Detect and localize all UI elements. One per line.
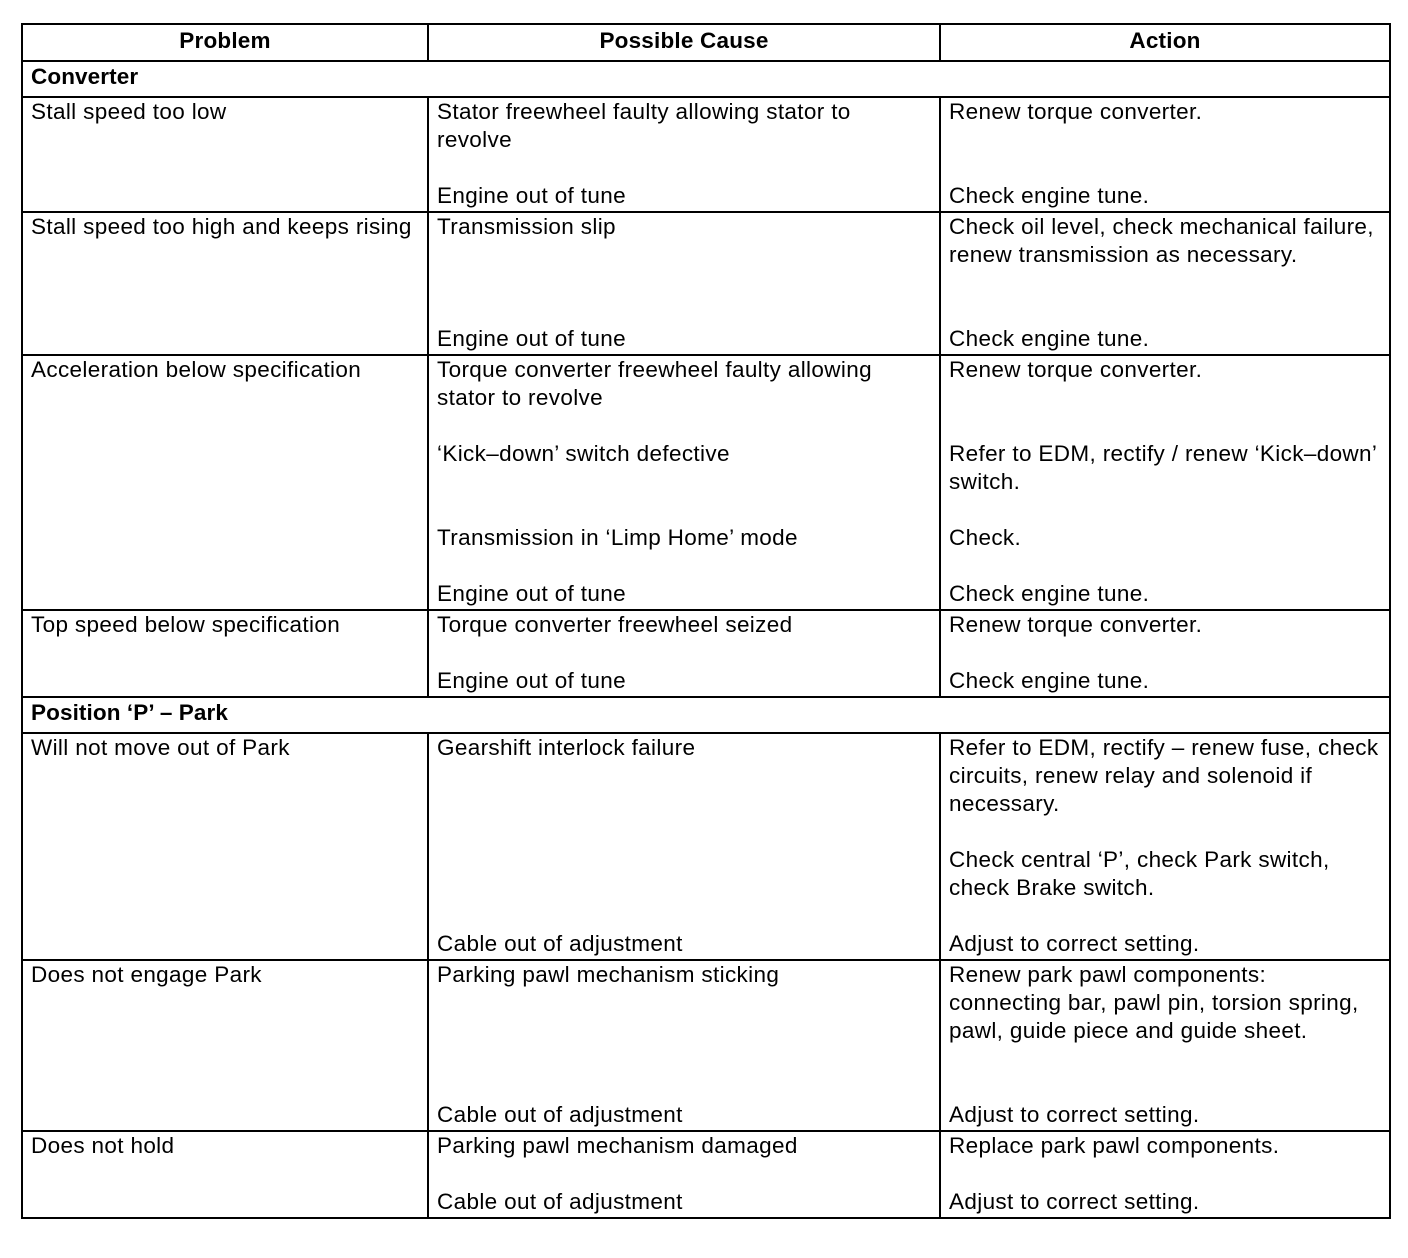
header-problem: Problem (22, 24, 428, 61)
table-row (22, 355, 1390, 610)
cause-cell (428, 212, 940, 355)
entry-spacer (437, 496, 931, 524)
cause-text: Cable out of adjustment (437, 931, 683, 956)
action-cell (940, 610, 1390, 697)
cause-cell (428, 355, 940, 610)
entry-spacer (437, 412, 931, 440)
cause-text: Engine out of tune (437, 581, 626, 606)
header-action: Action (940, 24, 1390, 61)
problem-cell (22, 355, 428, 610)
entry-spacer (437, 1160, 931, 1188)
section-title: Position ‘P’ – Park (22, 697, 1390, 733)
cause-text: Transmission in ‘Limp Home’ mode (437, 525, 798, 550)
table-row (22, 733, 1390, 960)
section-title: Converter (22, 61, 1390, 97)
action-cell (940, 212, 1390, 355)
header-possible-cause: Possible Cause (428, 24, 940, 61)
diagnosis-document (21, 23, 1389, 1219)
action-text: Renew torque converter. (949, 612, 1203, 637)
cause-text: Torque converter freewheel seized (437, 612, 793, 637)
header-row (22, 24, 1390, 61)
entry-spacer (437, 154, 931, 182)
entry-spacer (949, 1160, 1381, 1188)
action-cell (940, 733, 1390, 960)
cause-cell (428, 733, 940, 960)
action-text: Check. (949, 525, 1022, 550)
entry-spacer (949, 552, 1381, 580)
action-text: Check engine tune. (949, 668, 1150, 693)
cause-text: ‘Kick–down’ switch defective (437, 441, 730, 466)
problem-cell (22, 733, 428, 960)
cause-text: Engine out of tune (437, 326, 626, 351)
cause-text: Torque converter freewheel faulty allowing stator to revolve (437, 357, 872, 410)
entry-spacer (437, 639, 931, 667)
entry-spacer (949, 818, 1381, 846)
cause-text: Cable out of adjustment (437, 1189, 683, 1214)
table-row (22, 97, 1390, 212)
problem-text: Does not engage Park (31, 962, 262, 987)
action-cell (940, 355, 1390, 610)
problem-cell (22, 610, 428, 697)
section-row (22, 697, 1390, 733)
action-cell (940, 97, 1390, 212)
entry-spacer (437, 297, 931, 325)
action-cell (940, 1131, 1390, 1218)
cause-text: Engine out of tune (437, 183, 626, 208)
entry-spacer (437, 902, 931, 930)
cause-cell (428, 1131, 940, 1218)
table-body (22, 61, 1390, 1218)
problem-cell (22, 960, 428, 1131)
action-text: Renew park pawl components: connecting bar, pawl pin, torsion spring, pawl, guide piece and guide sheet. (949, 962, 1359, 1043)
action-text: Check oil level, check mechanical failure, renew transmission as necessary. (949, 214, 1374, 267)
entry-spacer (949, 496, 1381, 524)
problem-cell (22, 212, 428, 355)
action-text: Adjust to correct setting. (949, 931, 1200, 956)
section-row (22, 61, 1390, 97)
cause-text: Gearshift interlock failure (437, 735, 696, 760)
entry-spacer (949, 154, 1381, 182)
cause-text: Transmission slip (437, 214, 616, 239)
cause-text: Cable out of adjustment (437, 1102, 683, 1127)
table-row (22, 1131, 1390, 1218)
action-text: Adjust to correct setting. (949, 1189, 1200, 1214)
cause-cell (428, 97, 940, 212)
table-row (22, 960, 1390, 1131)
table-row (22, 212, 1390, 355)
entry-spacer (437, 818, 931, 846)
action-text: Refer to EDM, rectify / renew ‘Kick–down’ switch. (949, 441, 1377, 494)
action-text: Renew torque converter. (949, 357, 1203, 382)
entry-spacer (949, 297, 1381, 325)
problem-cell (22, 1131, 428, 1218)
entry-spacer (437, 552, 931, 580)
cause-cell (428, 610, 940, 697)
action-text: Check engine tune. (949, 183, 1150, 208)
cause-text: Parking pawl mechanism sticking (437, 962, 780, 987)
problem-text: Will not move out of Park (31, 735, 290, 760)
cause-text (437, 846, 931, 902)
diagnosis-table (21, 23, 1391, 1219)
table-row (22, 610, 1390, 697)
action-text: Refer to EDM, rectify – renew fuse, check circuits, renew relay and solenoid if necessary. (949, 735, 1379, 816)
cause-cell (428, 960, 940, 1131)
action-text: Check central ‘P’, check Park switch, check Brake switch. (949, 847, 1330, 900)
action-text: Renew torque converter. (949, 99, 1203, 124)
entry-spacer (949, 902, 1381, 930)
entry-spacer (949, 1073, 1381, 1101)
entry-spacer (949, 639, 1381, 667)
problem-text: Stall speed too high and keeps rising (31, 214, 412, 239)
action-cell (940, 960, 1390, 1131)
problem-text: Does not hold (31, 1133, 175, 1158)
action-text: Adjust to correct setting. (949, 1102, 1200, 1127)
table-header (22, 24, 1390, 61)
problem-text: Acceleration below specification (31, 357, 362, 382)
problem-cell (22, 97, 428, 212)
entry-spacer (949, 412, 1381, 440)
action-text: Check engine tune. (949, 326, 1150, 351)
action-text: Replace park pawl components. (949, 1133, 1280, 1158)
entry-spacer (437, 1073, 931, 1101)
cause-text: Stator freewheel faulty allowing stator to revolve (437, 99, 851, 152)
problem-text: Stall speed too low (31, 99, 227, 124)
problem-text: Top speed below specification (31, 612, 341, 637)
action-text: Check engine tune. (949, 581, 1150, 606)
cause-text: Engine out of tune (437, 668, 626, 693)
cause-text: Parking pawl mechanism damaged (437, 1133, 798, 1158)
